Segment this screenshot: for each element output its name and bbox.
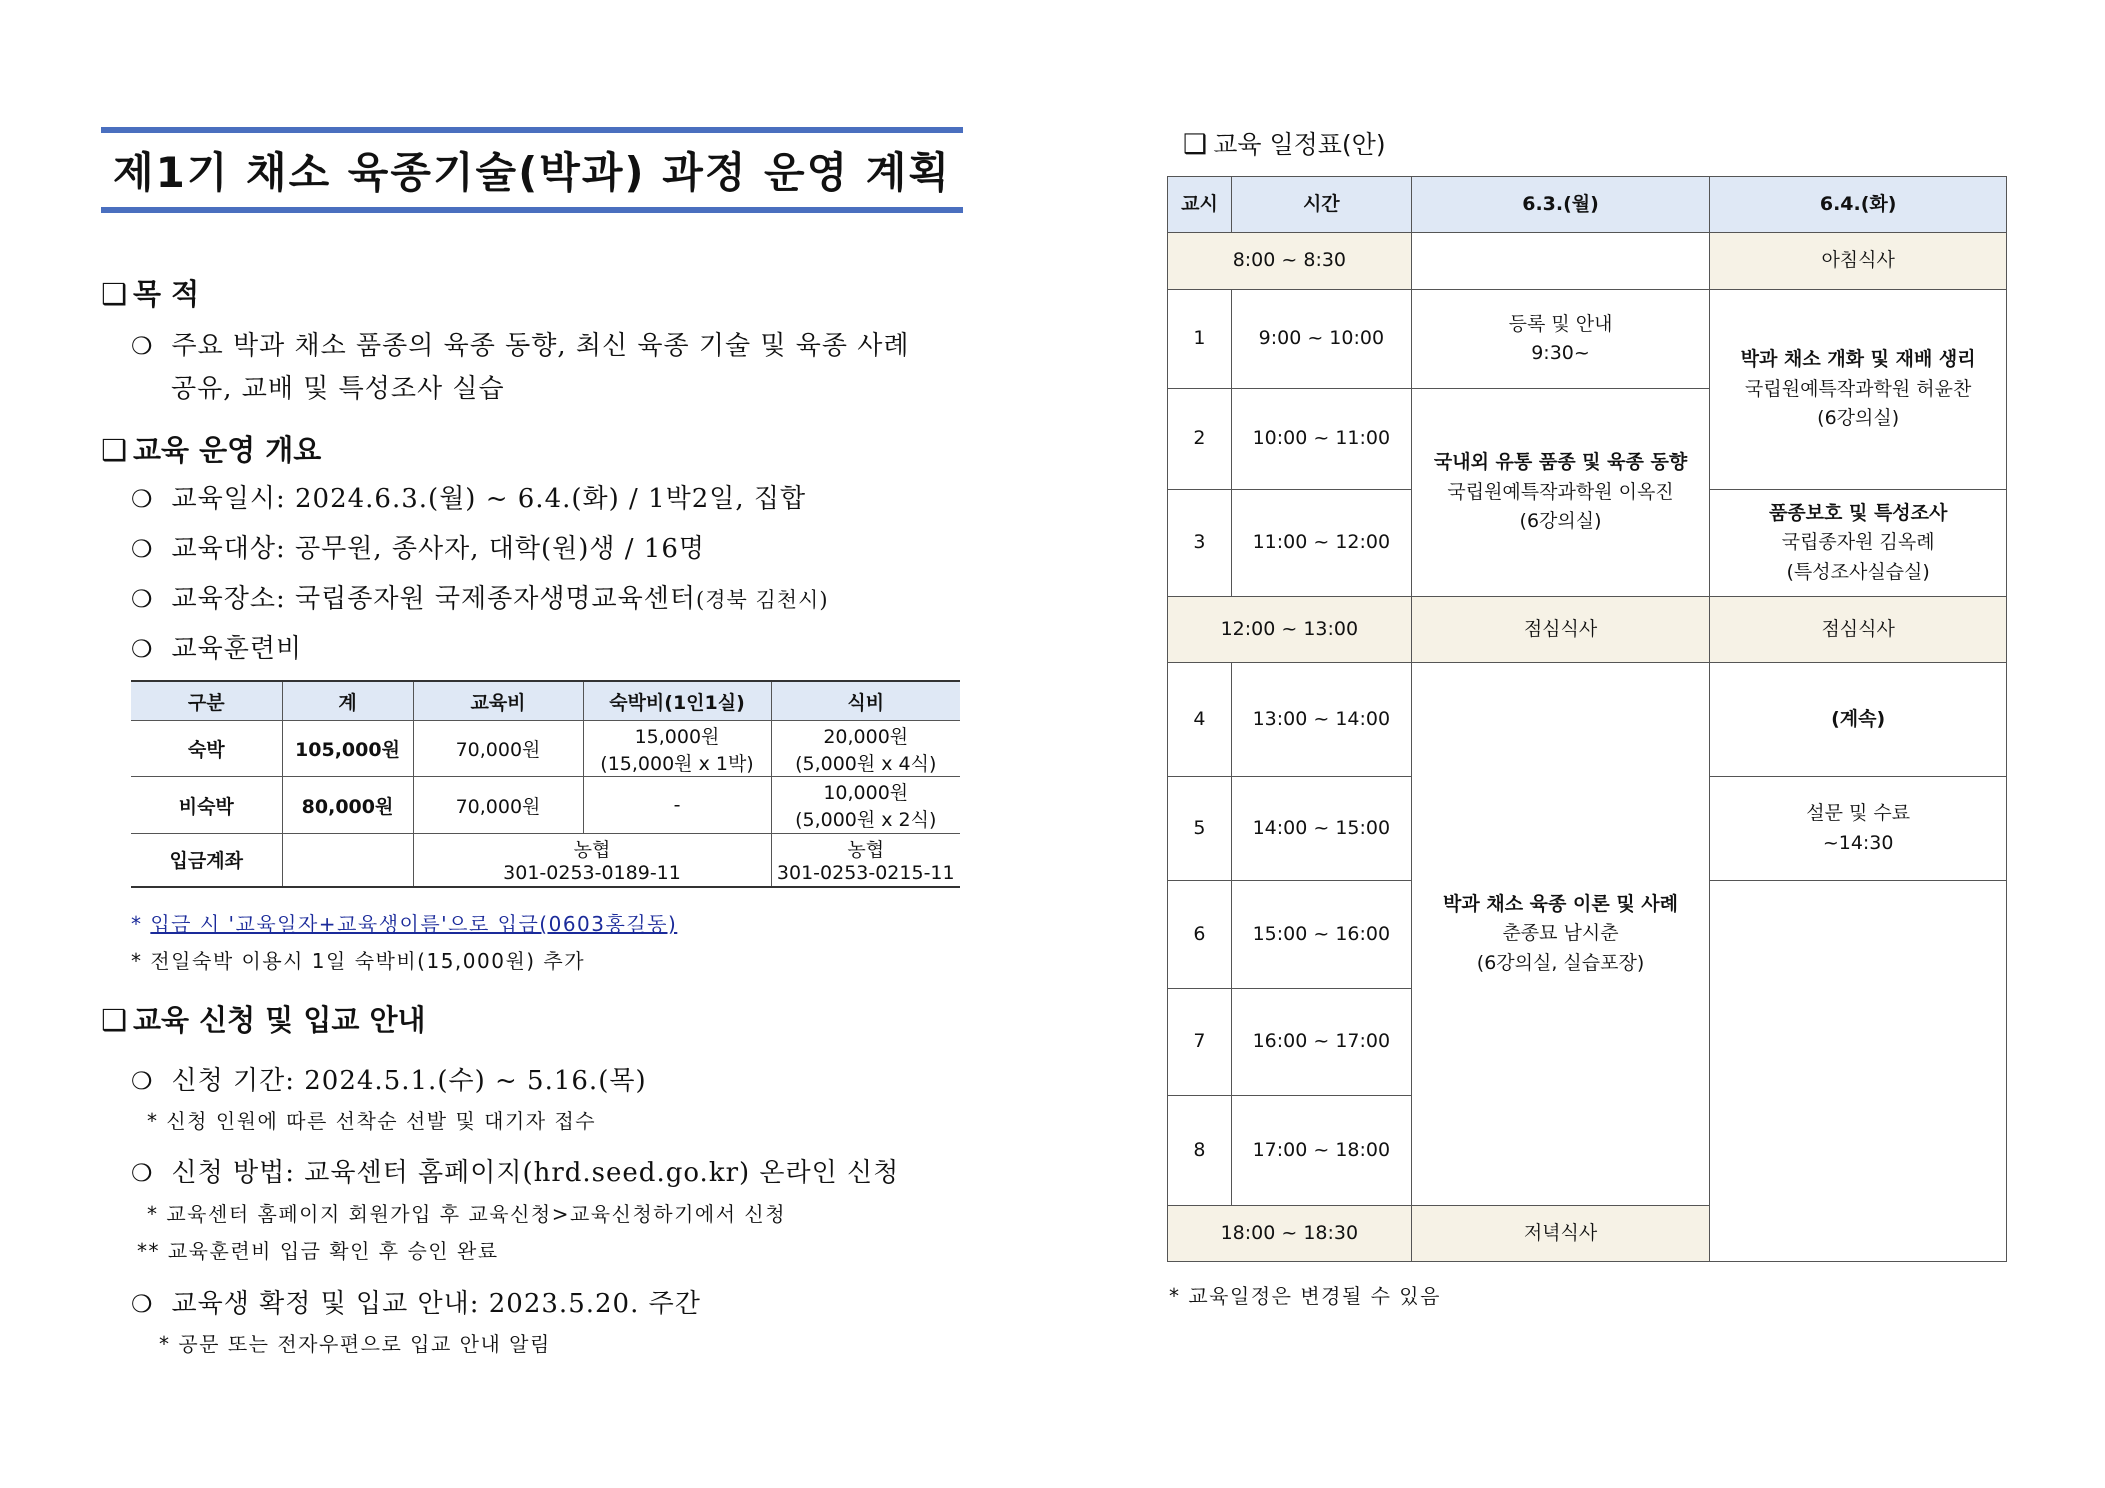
fee-header-cell: 구분 [131, 681, 282, 721]
schedule-header-cell: 6.3.(월) [1411, 177, 1710, 233]
schedule-header-cell: 교시 [1168, 177, 1232, 233]
period-num: 4 [1168, 663, 1232, 777]
schedule-header-cell: 시간 [1231, 177, 1411, 233]
lunch-time: 12:00 ~ 13:00 [1168, 597, 1412, 663]
table-row [131, 777, 960, 834]
period-time: 17:00 ~ 18:00 [1231, 1096, 1411, 1206]
account-1: 농협 301-0253-0189-11 [413, 834, 771, 887]
account-label: 입금계좌 [131, 834, 282, 887]
fee-header-cell: 계 [282, 681, 413, 721]
mon-session-b: 박과 채소 육종 이론 및 사례 춘종묘 남시춘 (6강의실, 실습포장) [1411, 663, 1710, 1206]
tue-continue: (계속) [1710, 663, 2007, 777]
apply-method-note-1: * 교육센터 홈페이지 회원가입 후 교육신청>교육신청하기에서 신청 [147, 1202, 787, 1226]
tue-closing: 설문 및 수료 ~14:30 [1710, 777, 2007, 881]
fee-meal: 10,000원 (5,000원 x 2식) [771, 777, 960, 834]
period-num: 2 [1168, 389, 1232, 490]
table-row [1168, 290, 2007, 389]
fee-header-cell: 식비 [771, 681, 960, 721]
box-bullet-icon: ❑ [101, 1003, 127, 1037]
apply-method: ❍ 신청 방법: 교육센터 홈페이지(hrd.seed.go.kr) 온라인 신청 [131, 1158, 900, 1188]
apply-confirm: ❍ 교육생 확정 및 입교 안내: 2023.5.20. 주간 [131, 1289, 701, 1319]
period-time: 10:00 ~ 11:00 [1231, 389, 1411, 490]
apply-confirm-note: * 공문 또는 전자우편으로 입교 안내 알림 [159, 1332, 551, 1356]
fee-header-cell: 숙박비(1인1실) [583, 681, 771, 721]
table-row [131, 721, 960, 777]
period-num: 5 [1168, 777, 1232, 881]
period-time: 9:00 ~ 10:00 [1231, 290, 1411, 389]
fee-header-cell: 교육비 [413, 681, 583, 721]
period-num: 6 [1168, 881, 1232, 989]
schedule-table [1167, 176, 2007, 1262]
circle-bullet-icon: ❍ [131, 535, 154, 563]
apply-period-note: * 신청 인원에 따른 선착순 선발 및 대기자 접수 [147, 1109, 597, 1133]
fee-edu: 70,000원 [413, 777, 583, 834]
tue-session-b: 품종보호 및 특성조사 국립종자원 김옥례 (특성조사실습실) [1710, 490, 2007, 597]
schedule-heading: ❑ 교육 일정표(안) [1183, 129, 1386, 160]
breakfast-mon [1411, 233, 1710, 290]
overview-fee-label: ❍ 교육훈련비 [131, 634, 303, 664]
circle-bullet-icon: ❍ [131, 585, 154, 613]
period-num: 7 [1168, 989, 1232, 1096]
fee-edu: 70,000원 [413, 721, 583, 777]
circle-bullet-icon: ❍ [131, 1067, 154, 1095]
lunch-mon: 점심식사 [1411, 597, 1710, 663]
circle-bullet-icon: ❍ [131, 332, 154, 360]
fee-lodge: - [583, 777, 771, 834]
section-apply-heading: ❑ 교육 신청 및 입교 안내 [101, 1003, 426, 1037]
fee-kind: 비숙박 [131, 777, 282, 834]
fee-kind: 숙박 [131, 721, 282, 777]
tue-empty [1710, 881, 2007, 1262]
apply-method-note-2: ** 교육훈련비 입금 확인 후 승인 완료 [137, 1239, 499, 1263]
breakfast-time: 8:00 ~ 8:30 [1168, 233, 1412, 290]
period-time: 14:00 ~ 15:00 [1231, 777, 1411, 881]
table-row [1168, 233, 2007, 290]
table-row [1168, 597, 2007, 663]
period-time: 13:00 ~ 14:00 [1231, 663, 1411, 777]
period-time: 15:00 ~ 16:00 [1231, 881, 1411, 989]
circle-bullet-icon: ❍ [131, 485, 154, 513]
box-bullet-icon: ❑ [1183, 129, 1208, 160]
fee-note-2: * 전일숙박 이용시 1일 숙박비(15,000원) 추가 [131, 949, 586, 973]
section-purpose-heading: ❑ 목 적 [101, 277, 200, 311]
mon-session-a: 국내외 유통 품종 및 육종 동향 국립원예특작과학원 이옥진 (6강의실) [1411, 389, 1710, 597]
fee-total: 80,000원 [282, 777, 413, 834]
purpose-line-1: ❍ 주요 박과 채소 품종의 육종 동향, 최신 육종 기술 및 육종 사례 [131, 331, 910, 361]
section-overview-heading: ❑ 교육 운영 개요 [101, 433, 322, 467]
fee-total: 105,000원 [282, 721, 413, 777]
overview-date: ❍ 교육일시: 2024.6.3.(월) ~ 6.4.(화) / 1박2일, 집합 [131, 484, 807, 514]
fee-note-1: * 입금 시 '교육일자+교육생이름'으로 입금(0603홍길동) [131, 912, 678, 936]
period-num: 8 [1168, 1096, 1232, 1206]
overview-target: ❍ 교육대상: 공무원, 종사자, 대학(원)생 / 16명 [131, 534, 705, 564]
circle-bullet-icon: ❍ [131, 1159, 154, 1187]
fee-lodge: 15,000원 (15,000원 x 1박) [583, 721, 771, 777]
period-num: 1 [1168, 290, 1232, 389]
schedule-header [1168, 177, 2007, 233]
period-time: 16:00 ~ 17:00 [1231, 989, 1411, 1096]
account-2: 농협 301-0253-0215-11 [771, 834, 960, 887]
fee-table [131, 680, 960, 888]
breakfast-tue: 아침식사 [1710, 233, 2007, 290]
fee-meal: 20,000원 (5,000원 x 4식) [771, 721, 960, 777]
schedule-note: * 교육일정은 변경될 수 있음 [1169, 1284, 1441, 1308]
account-empty [282, 834, 413, 887]
circle-bullet-icon: ❍ [131, 1290, 154, 1318]
tue-session-a: 박과 채소 개화 및 재배 생리 국립원예특작과학원 허윤찬 (6강의실) [1710, 290, 2007, 490]
period-num: 3 [1168, 490, 1232, 597]
circle-bullet-icon: ❍ [131, 635, 154, 663]
fee-table-header [131, 681, 960, 721]
dinner-mon: 저녁식사 [1411, 1206, 1710, 1262]
apply-period: ❍ 신청 기간: 2024.5.1.(수) ~ 5.16.(목) [131, 1066, 647, 1096]
box-bullet-icon: ❑ [101, 433, 127, 467]
table-row [1168, 663, 2007, 777]
dinner-time: 18:00 ~ 18:30 [1168, 1206, 1412, 1262]
box-bullet-icon: ❑ [101, 277, 127, 311]
title-box [101, 127, 963, 213]
schedule-header-cell: 6.4.(화) [1710, 177, 2007, 233]
overview-place: ❍ 교육장소: 국립종자원 국제종자생명교육센터(경북 김천시) [131, 584, 829, 614]
registration: 등록 및 안내 9:30~ [1411, 290, 1710, 389]
page-title: 제1기 채소 육종기술(박과) 과정 운영 계획 [113, 148, 951, 197]
table-row [131, 834, 960, 887]
purpose-line-2: 공유, 교배 및 특성조사 실습 [171, 374, 505, 404]
lunch-tue: 점심식사 [1710, 597, 2007, 663]
period-time: 11:00 ~ 12:00 [1231, 490, 1411, 597]
